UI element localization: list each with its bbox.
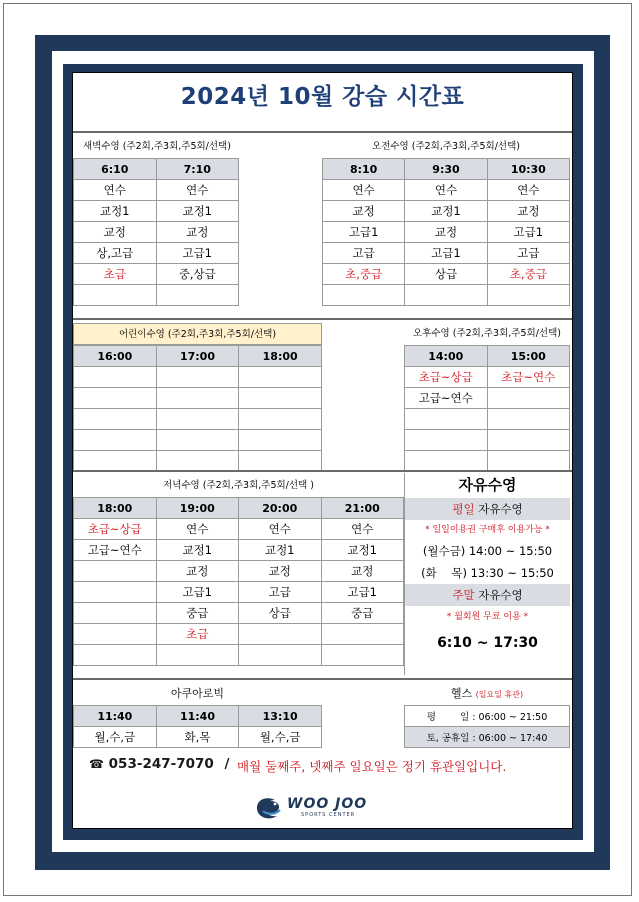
kids-cell: [156, 367, 239, 388]
evening-cell: 중급: [321, 603, 404, 624]
weekend-time: 6:10 ~ 17:30: [437, 635, 538, 651]
kids-time-3: 18:00: [239, 346, 322, 367]
afternoon-cell: [487, 409, 570, 430]
kids-cell: [156, 430, 239, 451]
section-divider: [73, 470, 572, 472]
woojoo-logo: [253, 793, 393, 823]
aquarobics-table: [73, 705, 322, 748]
morning-time-2: 9:30: [405, 159, 487, 180]
evening-cell: [74, 561, 157, 582]
evening-cell: 상급: [239, 603, 322, 624]
health-table: [404, 705, 570, 748]
afternoon-cell: 초급~상급: [405, 367, 488, 388]
evening-cell: [74, 645, 157, 666]
afternoon-time-2: 15:00: [487, 346, 570, 367]
dawn-cell: [74, 285, 157, 306]
evening-cell: 연수: [321, 519, 404, 540]
evening-cell: 연수: [239, 519, 322, 540]
afternoon-cell: 고급~연수: [405, 388, 488, 409]
afternoon-cell: [487, 451, 570, 472]
kids-cell: [156, 451, 239, 472]
evening-table: [73, 497, 404, 666]
afternoon-header: 오후수영 (주2회,주3회,주5회/선택): [413, 328, 561, 339]
morning-time-1: 8:10: [323, 159, 405, 180]
evening-section: [73, 475, 404, 666]
dawn-cell: [156, 285, 239, 306]
evening-cell: [321, 624, 404, 645]
afternoon-cell: 초급~연수: [487, 367, 570, 388]
weekday-note: * 일일이용권 구매후 이용가능 *: [425, 525, 550, 535]
kids-cell: [239, 367, 322, 388]
closure-notice: 매월 둘째주, 넷째주 일요일은 정기 휴관일입니다.: [237, 759, 507, 774]
phone-number: 053-247-7070: [108, 756, 214, 772]
kids-section: [73, 323, 322, 472]
morning-time-3: 10:30: [487, 159, 569, 180]
weekday-label: 평일: [452, 502, 475, 516]
dawn-table: [73, 158, 239, 306]
evening-time-1: 18:00: [74, 498, 157, 519]
evening-cell: 고급~연수: [74, 540, 157, 561]
evening-cell: 고급: [239, 582, 322, 603]
evening-cell: 중급: [156, 603, 239, 624]
health-note: (일요일 휴관): [475, 690, 524, 699]
morning-cell: 연수: [487, 180, 569, 201]
morning-table: [322, 158, 570, 306]
dawn-section: [73, 136, 239, 306]
weekday-label-rest: 자유수영: [474, 502, 523, 516]
evening-cell: [74, 624, 157, 645]
health-weekday: 평 일 : 06:00 ~ 21:50: [405, 706, 570, 727]
dawn-cell: 초급: [74, 264, 157, 285]
evening-cell: [74, 582, 157, 603]
evening-cell: [321, 645, 404, 666]
morning-cell: [323, 285, 405, 306]
dawn-cell: 교정: [74, 222, 157, 243]
dawn-time-1: 6:10: [74, 159, 157, 180]
evening-cell: 고급1: [321, 582, 404, 603]
morning-section: [322, 136, 570, 306]
morning-cell: 교정: [487, 201, 569, 222]
dawn-cell: 교정1: [74, 201, 157, 222]
morning-cell: 고급: [323, 243, 405, 264]
evening-time-2: 19:00: [156, 498, 239, 519]
aqua-days-1: 월,수,금: [74, 727, 157, 748]
morning-cell: 고급1: [487, 222, 569, 243]
evening-cell: 교정: [321, 561, 404, 582]
morning-cell: 고급: [487, 243, 569, 264]
evening-time-4: 21:00: [321, 498, 404, 519]
section-divider: [73, 678, 572, 680]
weekend-label-rest: 자유수영: [474, 588, 523, 602]
evening-cell: [74, 603, 157, 624]
kids-cell: [74, 388, 157, 409]
morning-cell: 고급1: [323, 222, 405, 243]
afternoon-cell: [405, 451, 488, 472]
health-header: [404, 683, 570, 705]
kids-time-2: 17:00: [156, 346, 239, 367]
aquarobics-header: 아쿠아로빅: [170, 687, 225, 700]
weekday-free-label: [405, 498, 570, 520]
afternoon-cell: [405, 430, 488, 451]
morning-cell: 고급1: [405, 243, 487, 264]
kids-cell: [239, 388, 322, 409]
evening-cell: [239, 645, 322, 666]
afternoon-time-1: 14:00: [405, 346, 488, 367]
kids-table: [73, 345, 322, 472]
logo-subtext: SPORTS CENTER: [301, 812, 356, 818]
dawn-cell: 교정: [156, 222, 239, 243]
morning-cell: 교정1: [405, 201, 487, 222]
evening-cell: 교정: [156, 561, 239, 582]
kids-cell: [239, 430, 322, 451]
dawn-header: 새벽수영 (주2회,주3회,주5회/선택): [83, 141, 231, 152]
aqua-time-1: 11:40: [74, 706, 157, 727]
evening-time-3: 20:00: [239, 498, 322, 519]
kids-cell: [156, 409, 239, 430]
health-section: [404, 683, 570, 748]
kids-header: 어린이수영 (주2회,주3회,주5회/선택): [73, 323, 322, 345]
morning-cell: 교정: [323, 201, 405, 222]
morning-cell: 초,중급: [487, 264, 569, 285]
dawn-cell: 상,고급: [74, 243, 157, 264]
page-title: 2024년 10월 강습 시간표: [180, 84, 465, 110]
kids-time-1: 16:00: [74, 346, 157, 367]
free-swim-title: 자유수영: [458, 476, 517, 494]
dawn-time-2: 7:10: [156, 159, 239, 180]
evening-cell: 초급: [156, 624, 239, 645]
evening-cell: 고급1: [156, 582, 239, 603]
afternoon-cell: [405, 409, 488, 430]
evening-cell: 교정: [239, 561, 322, 582]
aqua-days-3: 월,수,금: [239, 727, 322, 748]
afternoon-cell: [487, 388, 570, 409]
weekday-time-tt: (화 목) 13:30 ~ 15:50: [421, 566, 554, 580]
health-weekend: 토, 공휴일 : 06:00 ~ 17:40: [405, 727, 570, 748]
free-swim-section: [404, 473, 570, 675]
morning-header: 오전수영 (주2회,주3회,주5회/선택): [372, 141, 520, 152]
kids-cell: [239, 451, 322, 472]
afternoon-section: [404, 323, 570, 472]
weekend-label: 주말: [452, 588, 475, 602]
phone-info: [89, 756, 229, 772]
morning-cell: 연수: [323, 180, 405, 201]
morning-cell: [405, 285, 487, 306]
weekday-time-mwf: (월수금) 14:00 ~ 15:50: [422, 544, 553, 558]
section-divider: [73, 318, 572, 320]
aqua-time-2: 11:40: [156, 706, 239, 727]
afternoon-table: [404, 345, 570, 472]
kids-cell: [74, 451, 157, 472]
evening-cell: 교정1: [321, 540, 404, 561]
aqua-time-3: 13:10: [239, 706, 322, 727]
title-divider: [73, 131, 572, 133]
evening-cell: [156, 645, 239, 666]
morning-cell: 초,중급: [323, 264, 405, 285]
dawn-cell: 고급1: [156, 243, 239, 264]
morning-cell: 교정: [405, 222, 487, 243]
kids-cell: [74, 367, 157, 388]
evening-cell: 초급~상급: [74, 519, 157, 540]
morning-cell: [487, 285, 569, 306]
morning-cell: 연수: [405, 180, 487, 201]
evening-cell: [239, 624, 322, 645]
weekend-free-label: [405, 584, 570, 606]
schedule-panel: [72, 72, 573, 829]
kids-cell: [74, 409, 157, 430]
evening-cell: 교정1: [239, 540, 322, 561]
dawn-cell: 교정1: [156, 201, 239, 222]
kids-cell: [156, 388, 239, 409]
aquarobics-section: [73, 683, 322, 748]
weekend-note: * 월회원 무료 이용 *: [446, 612, 529, 622]
evening-cell: 교정1: [156, 540, 239, 561]
logo-text: WOO JOO: [287, 796, 368, 812]
afternoon-cell: [487, 430, 570, 451]
dawn-cell: 중,상급: [156, 264, 239, 285]
dawn-cell: 연수: [156, 180, 239, 201]
kids-cell: [239, 409, 322, 430]
kids-cell: [74, 430, 157, 451]
phone-icon: ☎: [89, 757, 104, 771]
aqua-days-2: 화,목: [156, 727, 239, 748]
footer-separator: /: [224, 756, 230, 772]
evening-cell: 연수: [156, 519, 239, 540]
evening-header: 저녁수영 (주2회,주3회,주5회/선택 ): [163, 480, 314, 491]
dawn-cell: 연수: [74, 180, 157, 201]
morning-cell: 상급: [405, 264, 487, 285]
health-title: 헬스: [450, 687, 473, 700]
